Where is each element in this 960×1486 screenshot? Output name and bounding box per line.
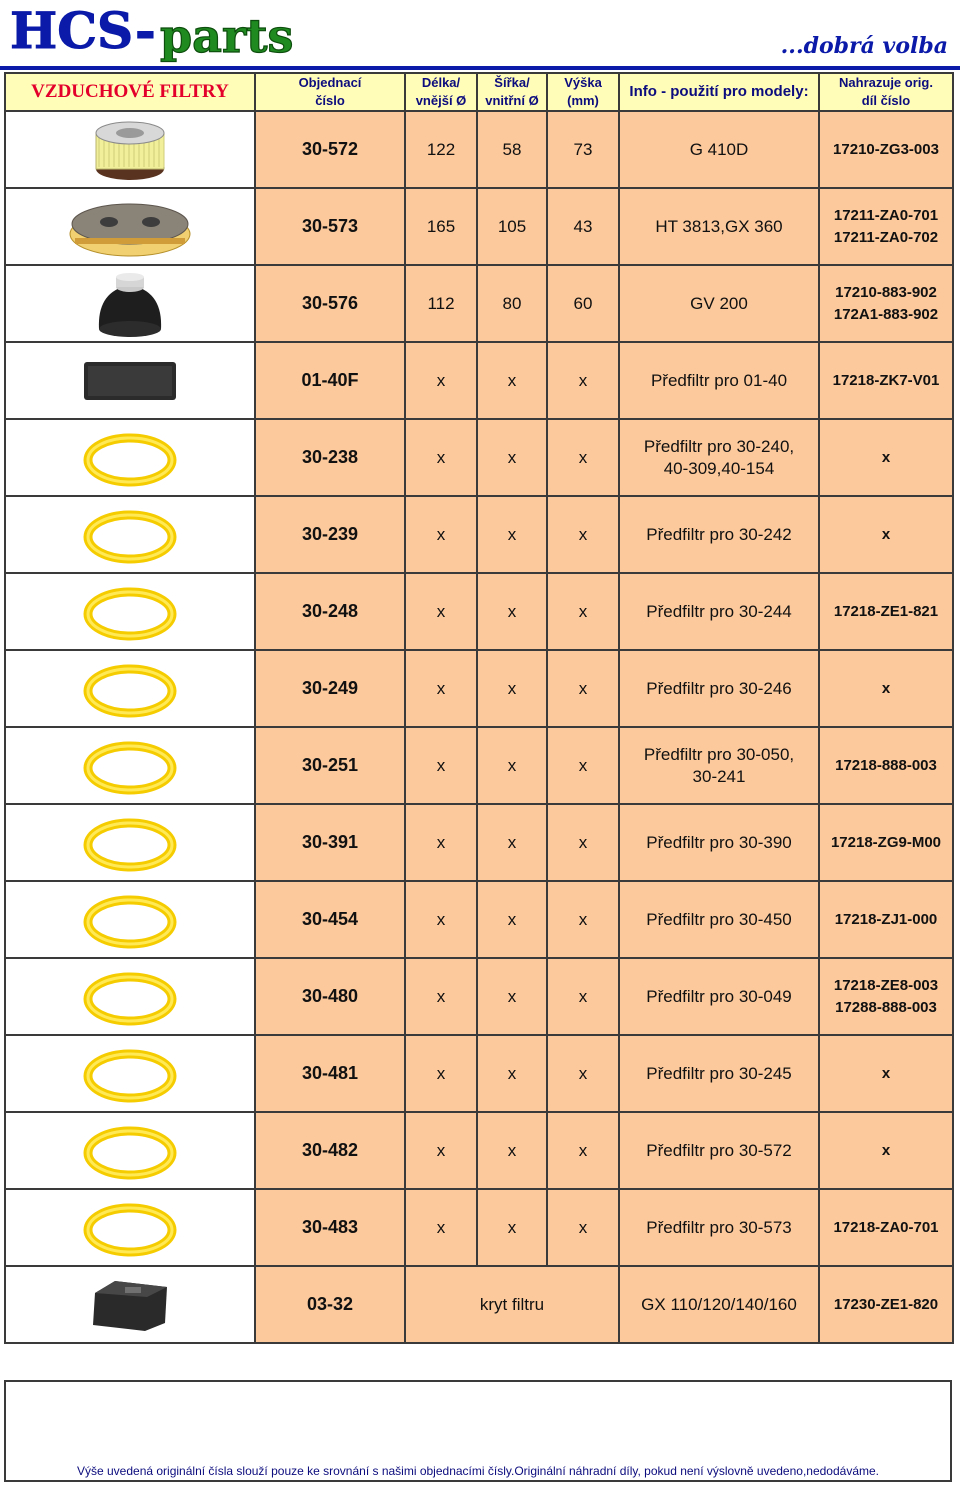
usage-info: G 410D [619, 111, 819, 188]
product-image [5, 573, 255, 650]
orig-part-number: 17230-ZE1-820 [819, 1266, 953, 1343]
table-row [5, 1035, 953, 1112]
filter-cover-icon [6, 1273, 254, 1337]
foam-ring-icon [6, 1044, 254, 1104]
length-value: x [405, 573, 477, 650]
height-value: 60 [547, 265, 619, 342]
table-row [5, 496, 953, 573]
length-value: x [405, 496, 477, 573]
usage-info: Předfiltr pro 30-390 [619, 804, 819, 881]
order-number: 30-573 [255, 188, 405, 265]
order-number: 30-572 [255, 111, 405, 188]
orig-part-number: x [819, 496, 953, 573]
table-row [5, 958, 953, 1035]
usage-info: Předfiltr pro 30-572 [619, 1112, 819, 1189]
foam-ring-icon [6, 813, 254, 873]
width-value: 80 [477, 265, 547, 342]
usage-info: Předfiltr pro 30-450 [619, 881, 819, 958]
usage-info: GV 200 [619, 265, 819, 342]
usage-info: Předfiltr pro 30-245 [619, 1035, 819, 1112]
height-value: x [547, 1035, 619, 1112]
hcs-parts-logo [10, 2, 350, 68]
table-row [5, 727, 953, 804]
col-length: Délka/ vnější Ø [405, 73, 477, 111]
foam-ring-icon [6, 1198, 254, 1258]
width-value: x [477, 496, 547, 573]
orig-part-number: 17218-ZK7-V01 [819, 342, 953, 419]
usage-info: Předfiltr pro 30-050, 30-241 [619, 727, 819, 804]
table-row [5, 1266, 953, 1343]
orig-part-number: 17218-ZJ1-000 [819, 881, 953, 958]
product-image [5, 1266, 255, 1343]
order-number: 30-248 [255, 573, 405, 650]
order-number: 30-251 [255, 727, 405, 804]
table-row [5, 1189, 953, 1266]
height-value: x [547, 650, 619, 727]
col-height: Výška (mm) [547, 73, 619, 111]
usage-info: Předfiltr pro 30-573 [619, 1189, 819, 1266]
svg-text:HCS-: HCS- [10, 2, 156, 60]
width-value: x [477, 342, 547, 419]
usage-info: Předfiltr pro 30-246 [619, 650, 819, 727]
svg-text:parts: parts [160, 9, 294, 63]
table-row [5, 111, 953, 188]
product-image [5, 1189, 255, 1266]
col-info: Info - použití pro modely: [619, 73, 819, 111]
header-divider [0, 66, 960, 70]
round-air-filter-icon [6, 117, 254, 183]
width-value: x [477, 727, 547, 804]
oval-air-filter-icon [6, 194, 254, 260]
order-number: 01-40F [255, 342, 405, 419]
orig-part-number: 17218-ZE8-003 17288-888-003 [819, 958, 953, 1035]
width-value: x [477, 1112, 547, 1189]
length-value: x [405, 650, 477, 727]
foam-ring-icon [6, 659, 254, 719]
orig-part-number: 17210-ZG3-003 [819, 111, 953, 188]
usage-info: Předfiltr pro 30-244 [619, 573, 819, 650]
category-title: VZDUCHOVÉ FILTRY [5, 73, 255, 111]
length-value: x [405, 419, 477, 496]
product-image [5, 727, 255, 804]
table-row [5, 265, 953, 342]
width-value: x [477, 804, 547, 881]
foam-ring-icon [6, 890, 254, 950]
product-image [5, 881, 255, 958]
order-number: 03-32 [255, 1266, 405, 1343]
col-orig-part: Nahrazuje orig. díl číslo [819, 73, 953, 111]
foam-block-icon [6, 356, 254, 406]
length-value: x [405, 342, 477, 419]
height-value: x [547, 804, 619, 881]
usage-info: HT 3813,GX 360 [619, 188, 819, 265]
product-image [5, 650, 255, 727]
footer-note: Výše uvedená originální čísla slouží pouze ke srovnání s našimi objednacími čísly.Originální náhradní díly, pokud není výslovně uvedeno,nedodáváme. [76, 1464, 880, 1478]
product-image [5, 188, 255, 265]
width-value: x [477, 881, 547, 958]
length-value: 122 [405, 111, 477, 188]
width-value: x [477, 1035, 547, 1112]
foam-ring-icon [6, 505, 254, 565]
slogan: ...dobrá volba [780, 33, 948, 59]
dimension-span: kryt filtru [405, 1266, 619, 1343]
product-image [5, 419, 255, 496]
table-row [5, 650, 953, 727]
dome-air-filter-icon [6, 269, 254, 339]
length-value: x [405, 881, 477, 958]
length-value: x [405, 1189, 477, 1266]
orig-part-number: x [819, 1035, 953, 1112]
orig-part-number: 17210-883-902 172A1-883-902 [819, 265, 953, 342]
usage-info: GX 110/120/140/160 [619, 1266, 819, 1343]
product-image [5, 804, 255, 881]
order-number: 30-483 [255, 1189, 405, 1266]
height-value: x [547, 727, 619, 804]
parts-table [4, 72, 954, 1344]
product-image [5, 265, 255, 342]
orig-part-number: x [819, 419, 953, 496]
order-number: 30-391 [255, 804, 405, 881]
length-value: 112 [405, 265, 477, 342]
height-value: x [547, 496, 619, 573]
order-number: 30-249 [255, 650, 405, 727]
height-value: 43 [547, 188, 619, 265]
table-row [5, 804, 953, 881]
orig-part-number: x [819, 1112, 953, 1189]
length-value: x [405, 958, 477, 1035]
orig-part-number: 17211-ZA0-701 17211-ZA0-702 [819, 188, 953, 265]
width-value: x [477, 958, 547, 1035]
width-value: x [477, 419, 547, 496]
length-value: x [405, 1035, 477, 1112]
orig-part-number: 17218-ZE1-821 [819, 573, 953, 650]
orig-part-number: x [819, 650, 953, 727]
foam-ring-icon [6, 736, 254, 796]
length-value: x [405, 804, 477, 881]
product-image [5, 1035, 255, 1112]
width-value: x [477, 1189, 547, 1266]
order-number: 30-480 [255, 958, 405, 1035]
table-row [5, 188, 953, 265]
height-value: x [547, 1189, 619, 1266]
height-value: 73 [547, 111, 619, 188]
col-width: Šířka/ vnitřní Ø [477, 73, 547, 111]
orig-part-number: 17218-888-003 [819, 727, 953, 804]
foam-ring-icon [6, 967, 254, 1027]
product-image [5, 958, 255, 1035]
order-number: 30-239 [255, 496, 405, 573]
product-image [5, 342, 255, 419]
width-value: x [477, 650, 547, 727]
usage-info: Předfiltr pro 30-240, 40-309,40-154 [619, 419, 819, 496]
length-value: 165 [405, 188, 477, 265]
width-value: 58 [477, 111, 547, 188]
table-row [5, 573, 953, 650]
length-value: x [405, 727, 477, 804]
height-value: x [547, 1112, 619, 1189]
length-value: x [405, 1112, 477, 1189]
height-value: x [547, 881, 619, 958]
footer [4, 1380, 952, 1482]
foam-ring-icon [6, 582, 254, 642]
table-header [5, 73, 953, 111]
height-value: x [547, 958, 619, 1035]
orig-part-number: 17218-ZA0-701 [819, 1189, 953, 1266]
order-number: 30-576 [255, 265, 405, 342]
usage-info: Předfiltr pro 30-049 [619, 958, 819, 1035]
product-image [5, 496, 255, 573]
product-image [5, 111, 255, 188]
table-row [5, 419, 953, 496]
order-number: 30-481 [255, 1035, 405, 1112]
foam-ring-icon [6, 1121, 254, 1181]
table-row [5, 1112, 953, 1189]
order-number: 30-238 [255, 419, 405, 496]
height-value: x [547, 342, 619, 419]
width-value: x [477, 573, 547, 650]
width-value: 105 [477, 188, 547, 265]
table-row [5, 881, 953, 958]
product-image [5, 1112, 255, 1189]
usage-info: Předfiltr pro 01-40 [619, 342, 819, 419]
height-value: x [547, 573, 619, 650]
order-number: 30-482 [255, 1112, 405, 1189]
height-value: x [547, 419, 619, 496]
order-number: 30-454 [255, 881, 405, 958]
foam-ring-icon [6, 428, 254, 488]
table-row [5, 342, 953, 419]
col-order-number: Objednací číslo [255, 73, 405, 111]
usage-info: Předfiltr pro 30-242 [619, 496, 819, 573]
orig-part-number: 17218-ZG9-M00 [819, 804, 953, 881]
